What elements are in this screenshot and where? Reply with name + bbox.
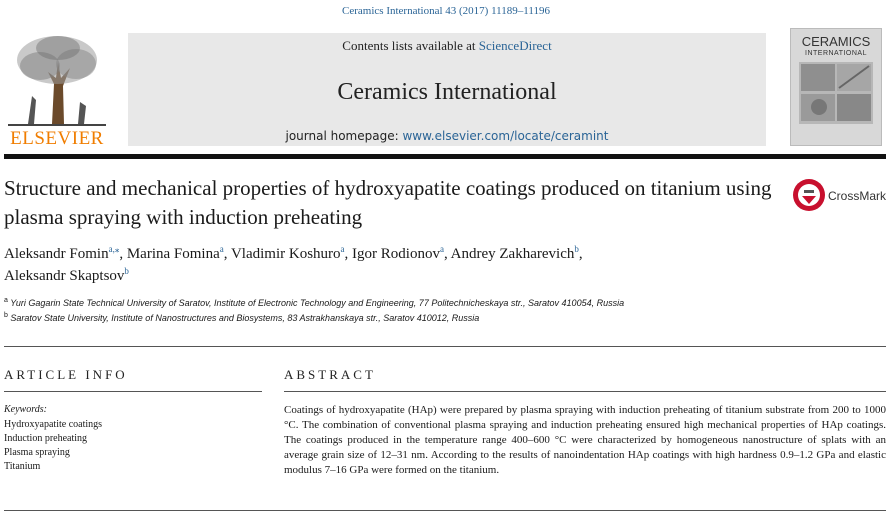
- masthead-divider: [4, 154, 886, 159]
- affiliation-text: Saratov State University, Institute of Nanostructures and Biosystems, 83 Astrakhanskaya str., Saratov 410012, Russia: [10, 313, 480, 323]
- author-separator: ,: [443, 246, 451, 262]
- author-separator: ,: [578, 246, 583, 262]
- elsevier-logo[interactable]: [4, 32, 110, 150]
- abstract-heading: ABSTRACT: [284, 367, 376, 382]
- article-info-heading: ARTICLE INFO: [4, 367, 128, 382]
- affiliation-mark: b: [4, 312, 8, 319]
- author-affiliation-mark[interactable]: a: [340, 244, 345, 254]
- affiliation-text: Yuri Gagarin State Technical University of Saratov, Institute of Electronic Technology and Engineering, 77 Politechnicheskaya str., Saratov 410054, Russia: [10, 298, 625, 308]
- article-title: Structure and mechanical properties of hydroxyapatite coatings produced on titanium using plasma spraying with induction preheating: [4, 176, 772, 229]
- elsevier-tree-icon: [8, 32, 106, 128]
- journal-citation[interactable]: Ceramics International 43 (2017) 11189–11196: [342, 5, 550, 17]
- journal-title: Ceramics International: [337, 79, 557, 105]
- contents-prefix: Contents lists available at: [342, 38, 479, 53]
- author-affiliation-mark[interactable]: a: [219, 244, 224, 254]
- cover-subtitle: INTERNATIONAL: [805, 50, 867, 57]
- keyword-item: Hydroxyapatite coatings: [4, 419, 103, 430]
- author-affiliation-mark[interactable]: a,⁎: [108, 244, 120, 254]
- keyword-item: Titanium: [4, 461, 41, 472]
- author-name[interactable]: Aleksandr Skaptsov: [4, 268, 125, 284]
- cover-title: CERAMICS: [801, 34, 871, 49]
- cover-micrograph-image: [799, 62, 873, 124]
- keyword-item: Induction preheating: [4, 433, 88, 444]
- author-name[interactable]: Igor Rodionov: [352, 246, 440, 262]
- crossmark-badge[interactable]: [792, 178, 892, 214]
- abstract-rule: [284, 391, 886, 392]
- author-separator: ,: [344, 246, 353, 262]
- cover-artwork: [799, 62, 873, 124]
- author-name[interactable]: Vladimir Koshuro: [230, 246, 341, 262]
- author-affiliation-mark[interactable]: a: [439, 244, 444, 254]
- affiliation-mark: a: [4, 297, 8, 304]
- author-separator: ,: [119, 246, 127, 262]
- author-name[interactable]: Marina Fomina: [126, 246, 220, 262]
- affiliation-item: [4, 311, 884, 326]
- author-list: [4, 243, 864, 287]
- affiliation-list: [4, 296, 884, 326]
- journal-cover-thumbnail[interactable]: [790, 28, 882, 146]
- crossmark-label: CrossMark: [828, 189, 887, 203]
- crossmark-icon: [792, 178, 826, 212]
- abstract-body: Coatings of hydroxyapatite (HAp) were prepared by plasma spraying with induction preheating of titanium substrate from 200 to 1000 °C. The combination of conventional plasma spraying and induction preheating ensured high mechanical properties of HAp coatings. The coatings produced in the temperature range 400–600 °C were characterized by homogeneous nanostructure of splats with an average grain size of 12–31 nm. According to the results of nanoindentation HAp coatings with high hardness 0.9–1.2 GPa and elastic modulus 7–16 GPa were formed on the titanium.: [284, 404, 886, 476]
- journal-masthead: [0, 28, 892, 150]
- header-divider: [4, 346, 886, 347]
- author-affiliation-mark[interactable]: b: [574, 244, 579, 254]
- author-affiliation-mark[interactable]: b: [124, 266, 129, 276]
- footer-divider: [4, 510, 886, 511]
- keyword-item: Plasma spraying: [4, 447, 70, 458]
- journal-homepage-line: [128, 129, 766, 143]
- article-info-rule: [4, 391, 262, 392]
- homepage-prefix: journal homepage:: [285, 129, 403, 143]
- journal-homepage-link[interactable]: www.elsevier.com/locate/ceramint: [402, 129, 609, 143]
- journal-banner: [128, 33, 766, 146]
- elsevier-wordmark: ELSEVIER: [10, 128, 104, 149]
- keywords-label: Keywords:: [4, 404, 47, 415]
- author-name[interactable]: Andrey Zakharevich: [450, 246, 575, 262]
- author-separator: ,: [223, 246, 231, 262]
- sciencedirect-link[interactable]: ScienceDirect: [478, 38, 552, 53]
- contents-availability-line: [128, 38, 766, 54]
- author-name[interactable]: Aleksandr Fomin: [4, 246, 109, 262]
- keywords-list: [4, 418, 102, 474]
- affiliation-item: [4, 296, 884, 311]
